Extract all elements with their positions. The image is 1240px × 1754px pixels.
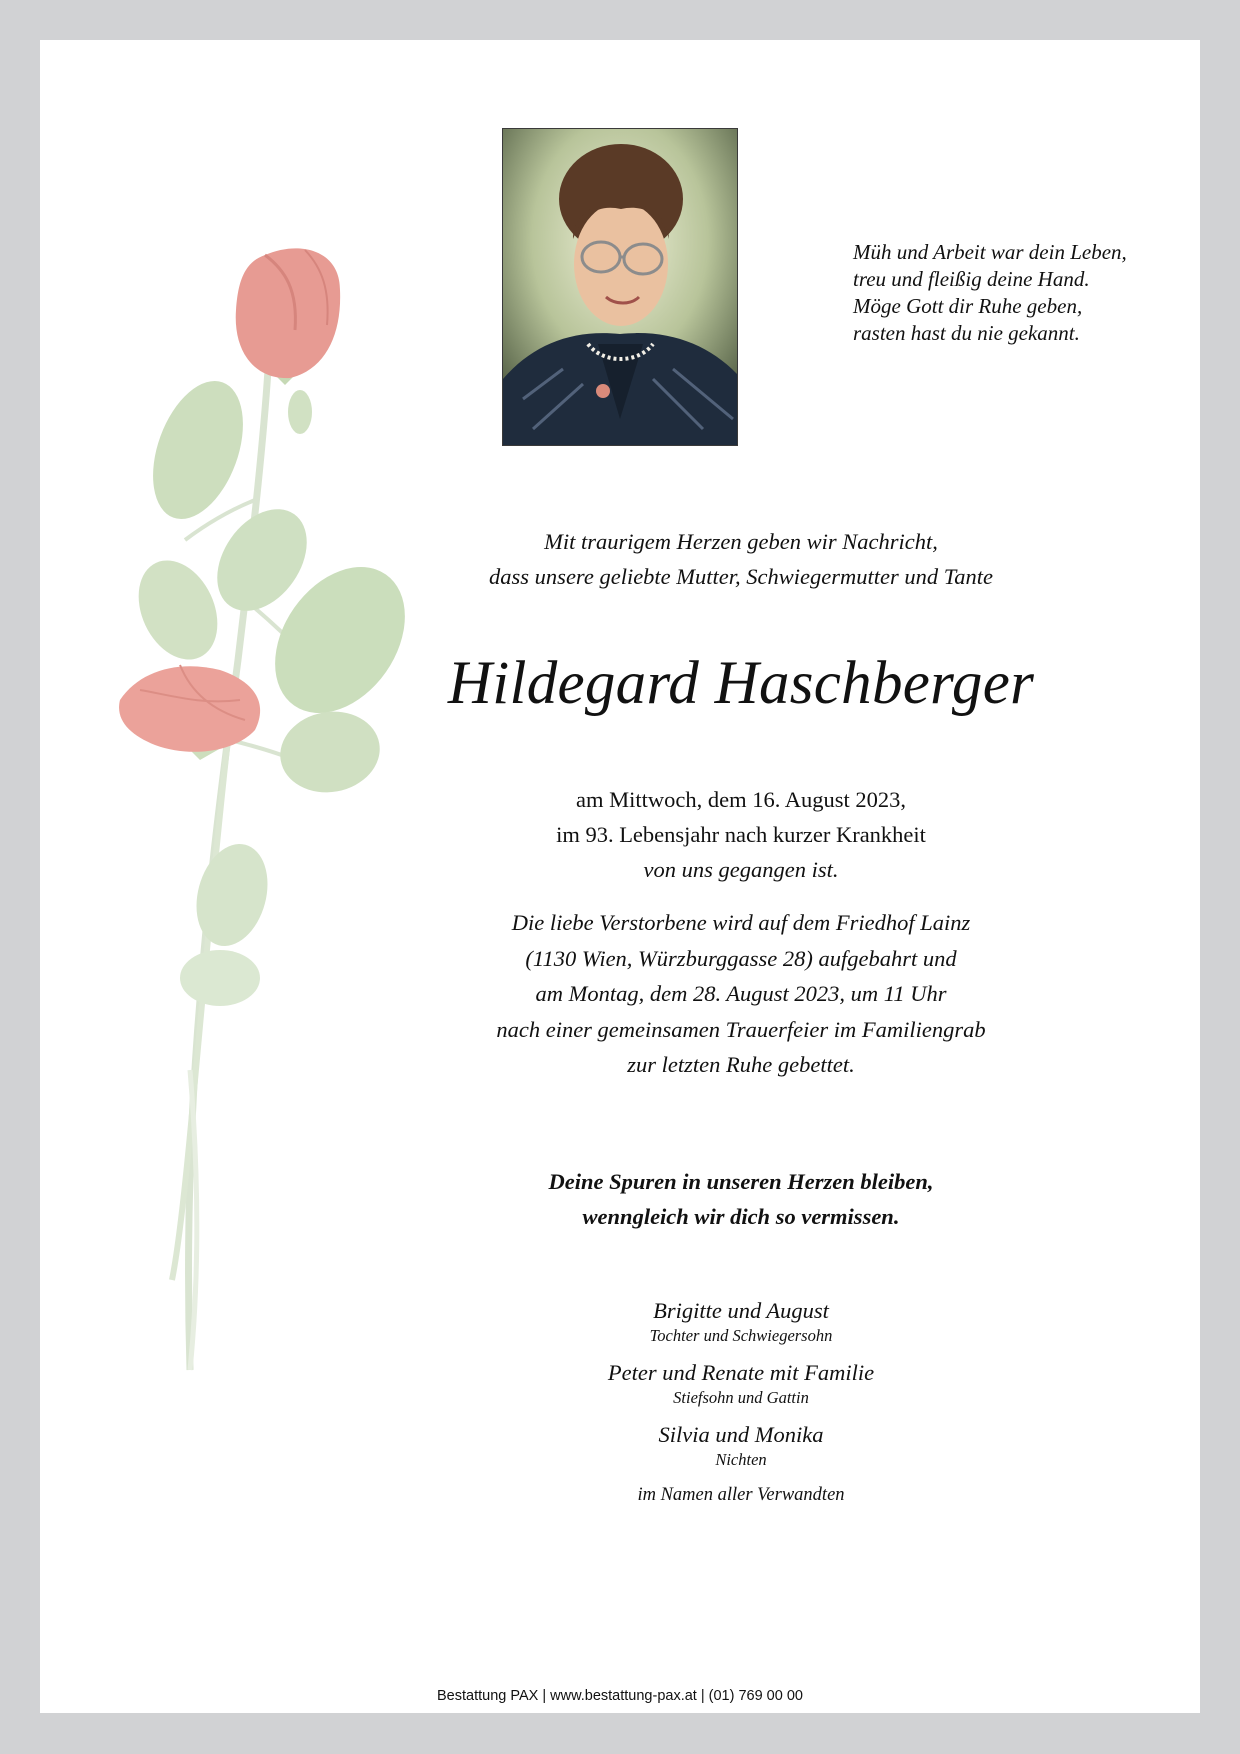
- closing-line: im Namen aller Verwandten: [637, 1485, 845, 1505]
- motto-line: Deine Spuren in unseren Herzen bleiben,: [548, 1169, 934, 1194]
- funeral-line: zur letzten Ruhe gebettet.: [627, 1052, 855, 1077]
- mourner-names: Brigitte und August: [653, 1298, 829, 1323]
- rose-illustration-icon: [40, 40, 460, 1713]
- funeral-home-footer: Bestattung PAX | www.bestattung-pax.at | (01) 769 00 00: [437, 1688, 803, 1704]
- memorial-motto: [406, 1164, 1076, 1234]
- intro-line: dass unsere geliebte Mutter, Schwiegermutter und Tante: [489, 564, 993, 589]
- portrait-photo: [502, 128, 738, 446]
- deceased-name: Hildegard Haschberger: [447, 650, 1035, 717]
- mourners-list: [406, 1296, 1076, 1482]
- mourner-relation: Tochter und Schwiegersohn: [649, 1326, 833, 1345]
- announcement-intro: [406, 524, 1076, 594]
- death-line: im 93. Lebensjahr nach kurzer Krankheit: [556, 822, 926, 847]
- mourner-relation: Stiefsohn und Gattin: [673, 1388, 809, 1407]
- memorial-verse: [853, 239, 1183, 347]
- death-line: am Mittwoch, dem 16. August 2023,: [576, 787, 906, 812]
- funeral-line: am Montag, dem 28. August 2023, um 11 Uhr: [535, 981, 947, 1006]
- obituary-card: [40, 40, 1200, 1713]
- funeral-line: nach einer gemeinsamen Trauerfeier im Familiengrab: [496, 1016, 986, 1042]
- mourner-names: Peter und Renate mit Familie: [607, 1360, 875, 1385]
- mourner-relation: Nichten: [715, 1450, 767, 1469]
- death-line: von uns gegangen ist.: [643, 857, 839, 882]
- verse-line: Möge Gott dir Ruhe geben,: [853, 294, 1083, 318]
- verse-line: Müh und Arbeit war dein Leben,: [853, 240, 1127, 264]
- mourner-names: Silvia und Monika: [658, 1422, 824, 1447]
- motto-line: wenngleich wir dich so vermissen.: [582, 1204, 900, 1229]
- funeral-line: (1130 Wien, Würzburggasse 28) aufgebahrt und: [525, 945, 957, 971]
- funeral-details: [406, 905, 1076, 1083]
- verse-line: treu und fleißig deine Hand.: [853, 267, 1090, 291]
- death-notice: [406, 782, 1076, 887]
- funeral-line: Die liebe Verstorbene wird auf dem Friedhof Lainz: [511, 910, 971, 935]
- intro-line: Mit traurigem Herzen geben wir Nachricht,: [544, 529, 938, 554]
- verse-line: rasten hast du nie gekannt.: [853, 321, 1080, 345]
